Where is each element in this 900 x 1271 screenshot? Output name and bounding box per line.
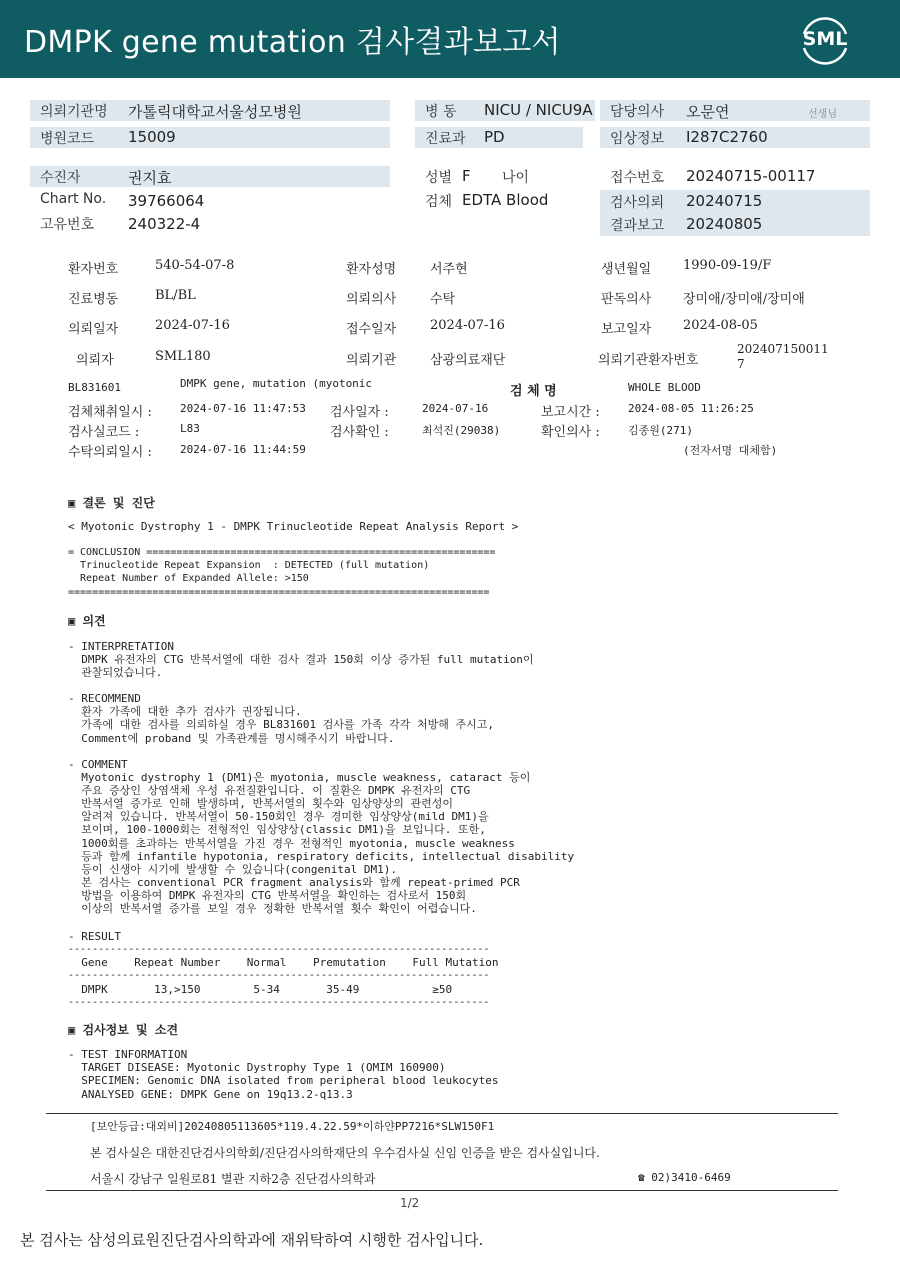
ward-label: 병 동 (425, 104, 457, 120)
conclusion-block: = CONCLUSION ========================================================== Trinucleotide Repeat Expansion : DETECTED (full mutation) Repeat Number of Expanded Allele: >150 ====================================================================== (68, 547, 496, 598)
scan-req-org-label: 의뢰기관 (346, 353, 397, 368)
section-test-info: ▣ 검사정보 및 소견 (68, 1023, 179, 1037)
scan-recv-date: 2024-07-16 (430, 318, 505, 333)
specimen-label: 검체 (425, 194, 453, 210)
dept-label: 진료과 (425, 131, 466, 147)
scan-req-date-label: 의뢰일자 (68, 322, 119, 337)
report-title: DMPK gene mutation 검사결과보고서 (24, 25, 561, 60)
report-title-line: < Myotonic Dystrophy 1 - DMPK Trinucleotide Repeat Analysis Report > (68, 520, 519, 533)
certification-line: 본 검사실은 대한진단검사의학회/진단검사의학재단의 우수검사실 신임 인증을 받은 검사실입니다. (90, 1146, 600, 1160)
scan-specimen: WHOLE BLOOD (628, 381, 701, 394)
page-number: 1/2 (400, 1196, 420, 1210)
sml-logo-text: SML (802, 28, 848, 50)
reception-no-label: 접수번호 (610, 170, 665, 186)
collect-value: 2024-07-16 11:47:53 (180, 402, 306, 415)
scan-patient-no-label: 환자번호 (68, 262, 119, 277)
scan-patient-no: 540-54-07-8 (155, 258, 235, 273)
lab-code-label: 검사실코드 : (68, 425, 140, 440)
result-report-label: 결과보고 (610, 218, 665, 234)
receive-value: 2024-07-16 11:44:59 (180, 443, 306, 456)
scan-read-doctor-label: 판독의사 (601, 292, 652, 307)
requesting-org-label: 의뢰기관명 (40, 104, 108, 120)
security-line: [보안등급:대외비]20240805113605*119.4.22.59*이하얀PP7216*SLW150F1 (90, 1120, 495, 1133)
scan-ward: BL/BL (155, 288, 196, 303)
result-dash-top: ---------------------------------------------------------------------- (68, 944, 490, 955)
chart-no-label: Chart No. (40, 191, 107, 207)
test-date-value: 2024-07-16 (422, 402, 489, 415)
sex-value: F (462, 167, 471, 185)
specimen-value: EDTA Blood (462, 191, 549, 209)
ward-value: NICU / NICU9A (484, 101, 593, 119)
scan-org-patient-no-b: 7 (737, 357, 745, 371)
dept-value: PD (484, 128, 505, 146)
scan-req-org: 삼광의료재단 (430, 353, 506, 368)
footer-divider-top (46, 1113, 838, 1114)
scan-recv-date-label: 접수일자 (346, 322, 397, 337)
test-date-label: 검사일자 : (330, 405, 389, 420)
comment-block: - COMMENT Myotonic dystrophy 1 (DM1)은 myotonia, muscle weakness, cataract 등이 주요 증상인 상염색체 우성 유전질환입니다. 이 질환은 DMPK 유전자의 CTG 반복서열 증가로 인해 발생하며, 반복서열의 횟수와 임상양상의 관련성이 알려져 있습니다. 반복서열이 50-150회인 경우 경미한 임상양상(mild DM1)을 보이며, 100-1000회는 전형적인 임상양상(classic DM1)을 보입니다. 또한, 1000회를 초과하는 반복서열을 가진 경우 전형적인 myotonia, muscle weakness 등과 함께 infantile hypotonia, respiratory deficits, intellectual disability 등이 신생아 시기에 발생할 수 있습니다(congenital DM1). 본 검사는 conventional PCR fragment analysis와 함께 repeat-primed PCR 방법을 이용하여 DMPK 유전자의 CTG 반복서열을 확인하는 검사로서 150회 이상의 반복서열 증가를 보일 경우 정확한 반복서열 횟수 확인이 어렵습니다. (68, 758, 575, 916)
collect-label: 검체채취일시 : (68, 405, 152, 420)
receive-label: 수탁의뢰일시 : (68, 445, 152, 460)
test-confirm-value: 최석진(29038) (422, 424, 501, 437)
result-table-row: DMPK 13,>150 5-34 35-49 ≥50 (68, 983, 453, 996)
hospital-code-value: 15009 (128, 128, 176, 146)
doctor-suffix: 선생님 (808, 109, 837, 120)
scan-requester: SML180 (155, 349, 211, 364)
requesting-org-value: 가톨릭대학교서울성모병원 (128, 103, 302, 121)
result-dash-bottom: ---------------------------------------------------------------------- (68, 997, 490, 1008)
result-report-value: 20240805 (686, 215, 763, 233)
test-info-block: - TEST INFORMATION TARGET DISEASE: Myotonic Dystrophy Type 1 (OMIM 160900) SPECIMEN: Genomic DNA isolated from peripheral blood leukocytes ANALYSED GENE: DMPK Gene on 19q13.2-q13.3 (68, 1048, 499, 1101)
patient-value: 권지효 (128, 169, 172, 187)
scan-birth: 1990-09-19/F (683, 258, 772, 273)
unique-no-label: 고유번호 (40, 217, 95, 233)
scan-patient-name-label: 환자성명 (346, 262, 397, 277)
age-label: 나이 (502, 170, 530, 186)
report-header (0, 0, 900, 78)
clinical-info-label: 임상정보 (610, 131, 665, 147)
test-confirm-label: 검사확인 : (330, 425, 389, 440)
lab-code-value: L83 (180, 422, 200, 435)
lab-address: 서울시 강남구 일원로81 별관 지하2층 진단검사의학과 (90, 1172, 376, 1186)
scan-org-patient-no-label: 의뢰기관환자번호 (598, 353, 699, 368)
test-name: DMPK gene, mutation (myotonic (180, 377, 373, 390)
scan-org-patient-no-a: 202407150011 (737, 342, 829, 356)
sex-label: 성별 (425, 170, 453, 186)
result-dash-mid: ---------------------------------------------------------------------- (68, 970, 490, 981)
unique-no-value: 240322-4 (128, 215, 201, 233)
doctor-label: 담당의사 (610, 104, 665, 120)
footer-divider-bottom (46, 1190, 838, 1191)
row-patient-bg (30, 166, 390, 187)
lab-phone: ☎ 02)3410-6469 (638, 1171, 731, 1184)
scan-specimen-label: 검 체 명 (510, 384, 557, 399)
sml-logo (796, 12, 854, 70)
test-request-value: 20240715 (686, 192, 763, 210)
result-label: - RESULT (68, 930, 121, 943)
scan-birth-label: 생년월일 (601, 262, 652, 277)
clinical-info-value: I287C2760 (686, 128, 768, 146)
patient-label: 수진자 (40, 170, 81, 186)
scan-read-doctor: 장미애/장미애/장미애 (683, 292, 805, 307)
confirm-doctor-label: 확인의사 : (541, 425, 600, 440)
hospital-code-label: 병원코드 (40, 131, 95, 147)
report-time-value: 2024-08-05 11:26:25 (628, 402, 754, 415)
test-request-label: 검사의뢰 (610, 195, 665, 211)
chart-no-value: 39766064 (128, 192, 205, 210)
scan-requester-label: 의뢰자 (76, 353, 114, 368)
confirm-doctor-value: 김종원(271) (628, 424, 693, 437)
scan-req-doctor-label: 의뢰의사 (346, 292, 397, 307)
result-table-header: Gene Repeat Number Normal Premutation Full Mutation (68, 956, 499, 969)
section-conclusion: ▣ 결론 및 진단 (68, 496, 155, 510)
scan-req-date: 2024-07-16 (155, 318, 230, 333)
scan-req-doctor: 수탁 (430, 292, 456, 307)
referral-footer-note: 본 검사는 삼성의료원진단검사의학과에 재위탁하여 시행한 검사입니다. (20, 1231, 484, 1249)
esign-note: (전자서명 대체함) (683, 444, 778, 457)
doctor-value: 오문연 (686, 103, 730, 121)
scan-report-date-label: 보고일자 (601, 322, 652, 337)
reception-no-value: 20240715-00117 (686, 167, 816, 185)
report-time-label: 보고시간 : (541, 405, 600, 420)
scan-report-date: 2024-08-05 (683, 318, 758, 333)
scan-ward-label: 진료병동 (68, 292, 119, 307)
section-opinion: ▣ 의견 (68, 614, 106, 628)
test-code: BL831601 (68, 381, 121, 394)
recommend-block: - RECOMMEND 환자 가족에 대한 추가 검사가 권장됩니다. 가족에 대한 검사를 의뢰하실 경우 BL831601 검사를 가족 각각 처방해 주시고, Comment에 proband 및 가족관계를 명시해주시기 바랍니다. (68, 692, 494, 745)
interpretation-block: - INTERPRETATION DMPK 유전자의 CTG 반복서열에 대한 검사 결과 150회 이상 증가된 full mutation이 관찰되었습니다. (68, 640, 534, 680)
scan-patient-name: 서주현 (430, 262, 468, 277)
